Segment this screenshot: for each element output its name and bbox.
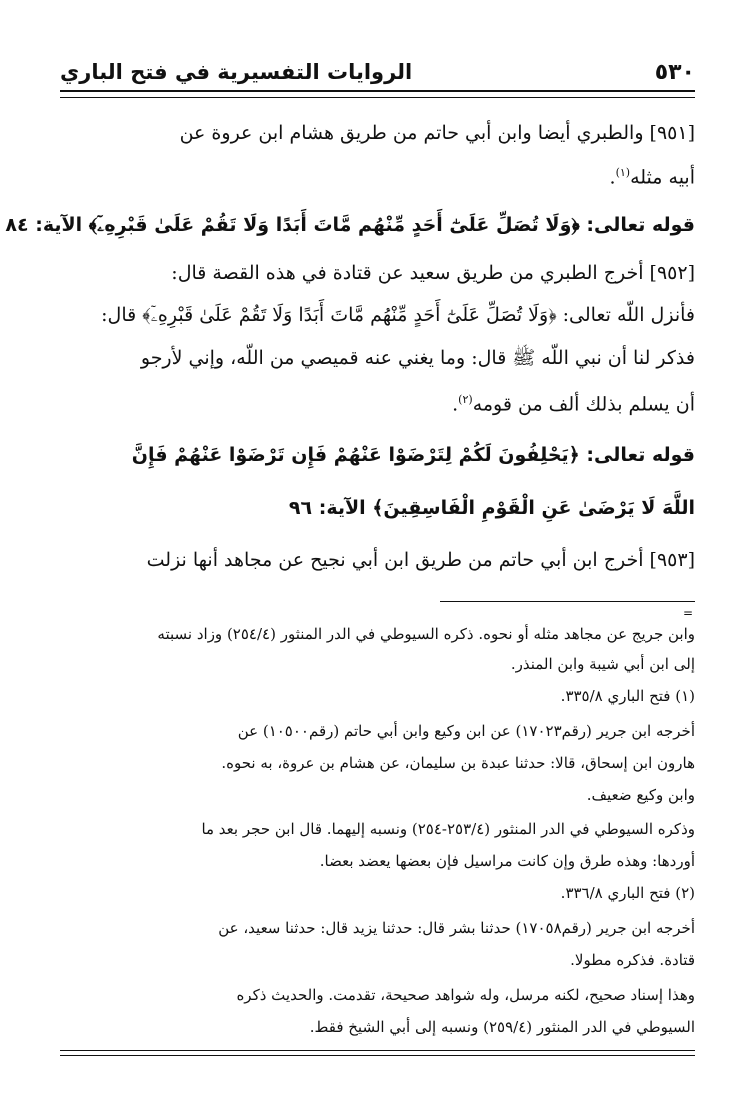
footnote-ref: (٢) [458,393,473,406]
body-line: [٩٥١] والطبري أيضا وابن أبي حاتم من طريق هشام ابن عروة عن [179,122,695,144]
page-header [60,52,695,92]
footer-rule [60,1050,695,1056]
footnote-line: وابن وكيع ضعيف. [586,786,695,804]
body-line: فأنزل اللّه تعالى: ﴿وَلَا تُصَلِّ عَلَىٰٓ أَحَدٍ مِّنْهُم مَّاتَ أَبَدًا وَلَا تَقُمْ عَلَىٰ قَبْرِهِۦٓ﴾ قال: [101,304,695,326]
footnote-line: وهذا إسناد صحيح، لكنه مرسل، وله شواهد صحيحة، تقدمت. والحديث ذكره [236,986,695,1004]
header-rule [60,90,695,98]
verse-heading: قوله تعالى: ﴿يَحْلِفُونَ لَكُمْ لِتَرْضَوْا عَنْهُمْ فَإِن تَرْضَوْا عَنْهُمْ فَإِنَّ [131,444,695,466]
running-title: الروايات التفسيرية في فتح الباري [60,60,413,84]
footnote-ref: (١) [615,166,631,179]
verse-heading: قوله تعالى: ﴿وَلَا تُصَلِّ عَلَىٰٓ أَحَدٍ مِّنْهُم مَّاتَ أَبَدًا وَلَا تَقُمْ عَلَىٰ قَبْرِهِۦٓ﴾ الآية: ٨٤ [5,214,695,236]
body-line: فذكر لنا أن نبي اللّه ﷺ قال: وما يغني عنه قميصي من اللّه، وإني لأرجو [140,347,695,369]
footnote-line: وابن جريج عن مجاهد مثله أو نحوه. ذكره السيوطي في الدر المنثور (٢٥٤/٤) وزاد نسبته [157,625,695,643]
footnote-line: قتادة. فذكره مطولا. [570,951,695,969]
continuation-mark: = [682,606,693,620]
footnote-line: إلى ابن أبي شيبة وابن المنذر. [510,655,695,673]
footnote-line: أخرجه ابن جرير (رقم١٧٠٥٨) حدثنا بشر قال: حدثنا يزيد قال: حدثنا سعيد، عن [218,919,695,937]
body-line: [٩٥٣] أخرج ابن أبي حاتم من طريق ابن أبي نجيح عن مجاهد أنها نزلت [146,549,695,571]
footnote-line: هارون ابن إسحاق، قالا: حدثنا عبدة بن سليمان، عن هشام بن عروة، به نحوه. [221,754,695,772]
footnote-line: وذكره السيوطي في الدر المنثور (٢٥٣/٤-٢٥٤) ونسبه إليهما. قال ابن حجر بعد ما [201,820,695,838]
body-line: [٩٥٢] أخرج الطبري من طريق سعيد عن قتادة في هذه القصة قال: [171,262,695,284]
footnote-line: أوردها: وهذه طرق وإن كانت مراسيل فإن بعضها يعضد بعضا. [319,852,695,870]
footnote-line: (٢) فتح الباري ٣٣٦/٨. [560,884,695,902]
body-line: أن يسلم بذلك ألف من قومه$^{(٢)}$. [452,393,695,416]
footnote-separator [440,601,695,602]
verse-heading: اللَّهَ لَا يَرْضَىٰ عَنِ الْقَوْمِ الْفَاسِقِينَ﴾ الآية: ٩٦ [288,497,695,519]
footnote-line: (١) فتح الباري ٣٣٥/٨. [560,687,695,705]
footnote-line: السيوطي في الدر المنثور (٢٥٩/٤) ونسبه إلى أبي الشيخ فقط. [309,1018,695,1036]
footnote-line: أخرجه ابن جرير (رقم١٧٠٢٣) عن ابن وكيع وابن أبي حاتم (رقم١٠٥٠٠) عن [237,722,695,740]
page-number: ٥٣٠ [654,59,695,85]
body-line: أبيه مثله$^{(١)}$. [609,166,695,189]
